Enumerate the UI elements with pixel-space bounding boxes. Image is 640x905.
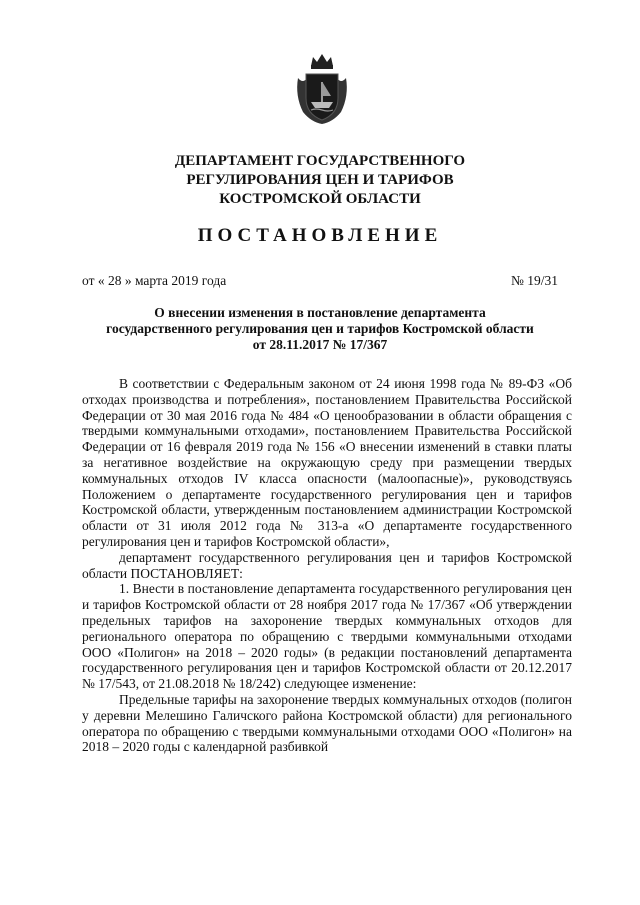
department-line: РЕГУЛИРОВАНИЯ ЦЕН И ТАРИФОВ [186, 172, 454, 188]
subject-line: О внесении изменения в постановление департамента [154, 305, 486, 320]
body-paragraph: департамент государственного регулирования цен и тарифов Костромской области ПОСТАНОВЛЯЕТ: [82, 549, 572, 581]
document-body [82, 376, 572, 755]
document-type-heading: ПОСТАНОВЛЕНИЕ [197, 225, 443, 246]
body-paragraph: Предельные тарифы на захоронение твердых коммунальных отходов (полигон у деревни Мелешино Галичского района Костромской области) для регионального оператора по обращению с твердыми коммунальными отходами ООО «Полигон» на 2018 – 2020 годы с календарной разбивкой [82, 691, 572, 755]
department-line: ДЕПАРТАМЕНТ ГОСУДАРСТВЕННОГО [174, 153, 466, 169]
body-paragraph: 1. Внести в постановление департамента государственного регулирования цен и тарифов Костромской области от 28 ноября 2017 года № 17/367 «Об утверждении предельных тарифов на захоронение твердых коммунальных отходов для регионального оператора по обращению с твердыми коммунальными отходами ООО «Полигон» на 2018 – 2020 годы» (в редакции постановлений департамента государственного регулирования цен и тарифов Костромской области от 20.12.2017 № 17/543, от 21.08.2018 № 18/242) следующее изменение: [82, 581, 572, 692]
document-date: от « 28 » марта 2019 года [82, 273, 227, 288]
body-paragraph: В соответствии с Федеральным законом от 24 июня 1998 года № 89-ФЗ «Об отходах производства и потребления», постановлением Правительства Российской Федерации от 30 мая 2016 года № 484 «О ценообразовании в области обращения с твердыми коммунальными отходами», постановлением Правительства Российской Федерации от 16 февраля 2019 года № 156 «О внесении изменений в ставки платы за негативное воздействие на окружающую среду при размещении твердых коммунальных отходов IV класса опасности (малоопасные)», руководствуясь Положением о департаменте государственного регулирования цен и тарифов Костромской области, утвержденным постановлением администрации Костромской области от 31 июля 2012 года № 313-а «О департаменте государственного регулирования цен и тарифов Костромской области», [82, 376, 572, 549]
department-name [80, 152, 560, 209]
department-line: КОСТРОМСКОЙ ОБЛАСТИ [219, 191, 421, 207]
subject-line: от 28.11.2017 № 17/367 [252, 337, 388, 352]
kostroma-coat-of-arms-icon [293, 52, 351, 126]
document-number: № 19/31 [510, 273, 558, 288]
subject-line: государственного регулирования цен и тарифов Костромской области [106, 321, 534, 336]
document-subject [80, 305, 560, 353]
